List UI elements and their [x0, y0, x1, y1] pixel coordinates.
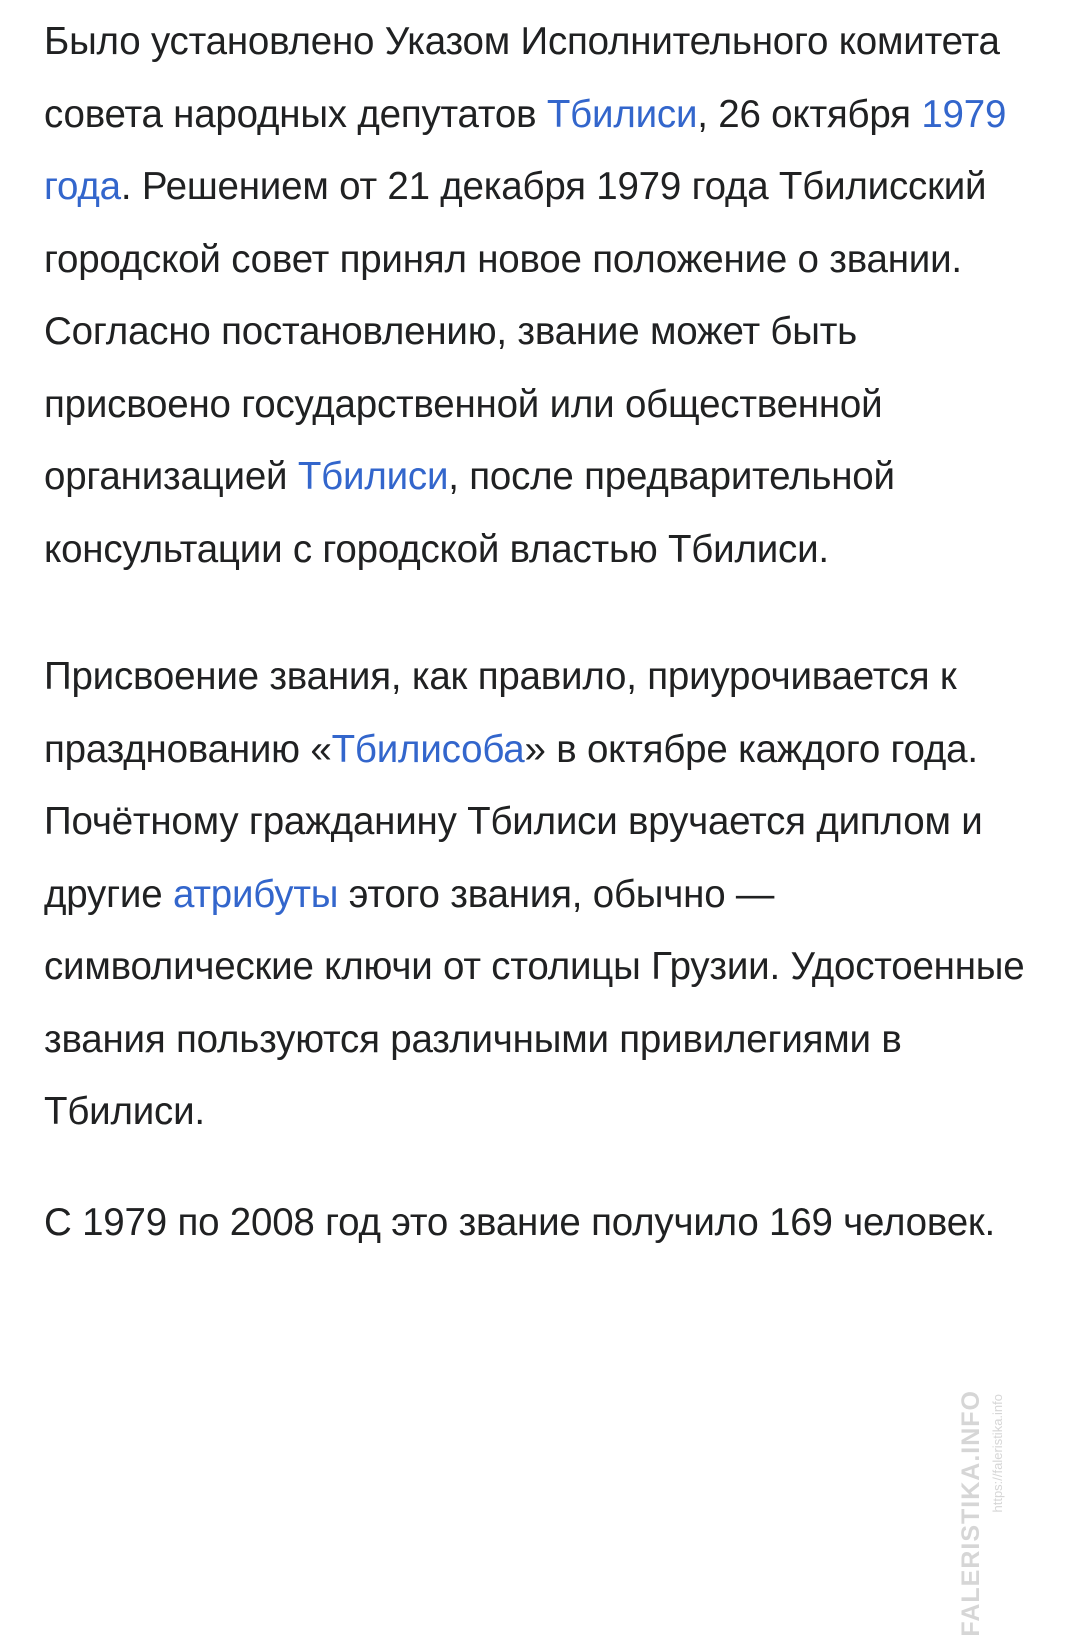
watermark — [956, 1390, 1030, 1637]
paragraph-3 — [44, 1187, 1054, 1260]
paragraph-1-text-2: , 26 октября — [697, 92, 922, 136]
watermark-logo-text: FALERISTIKA.INFO — [957, 1390, 985, 1637]
link-1979-year[interactable]: 1979 года — [44, 92, 1007, 208]
link-tbilisoba[interactable]: Тбилисоба — [331, 727, 525, 771]
paragraph-1 — [44, 6, 1054, 586]
paragraph-2-text-3: этого звания, обычно — символические ключи от столицы Грузии. Удостоенные звания пользуются различными привилегиями в Тбилиси. — [44, 872, 1025, 1133]
paragraph-2-text-1: Присвоение звания, как правило, приурочивается к празднованию « — [44, 655, 957, 771]
link-tbilisi[interactable]: Тбилиси — [546, 92, 698, 136]
paragraph-1-text-4: , после предварительной консультации с городской властью Тбилиси. — [44, 455, 895, 571]
link-attributes[interactable]: атрибуты — [172, 872, 339, 916]
article-body — [44, 6, 1054, 1259]
link-tbilisi-2[interactable]: Тбилиси — [297, 455, 449, 498]
paragraph-3-text-1: С 1979 по 2008 год это звание получило 169 человек. — [44, 1200, 996, 1244]
watermark-url: https://faleristika.info — [990, 1394, 1005, 1513]
paragraph-2 — [44, 641, 1054, 1149]
paragraph-1-text-3: . Решением от 21 декабря 1979 года Тбилисский городской совет принял новое положение о звании. Согласно постановлению, звание может быть присвоено государственной или общественной организацией — [44, 165, 987, 498]
paragraph-2-text-2: » в октябре каждого года. Почётному гражданину Тбилиси вручается диплом и другие — [44, 727, 983, 916]
paragraph-1-text-1: Было установлено Указом Исполнительного комитета совета народных депутатов — [44, 20, 1000, 136]
